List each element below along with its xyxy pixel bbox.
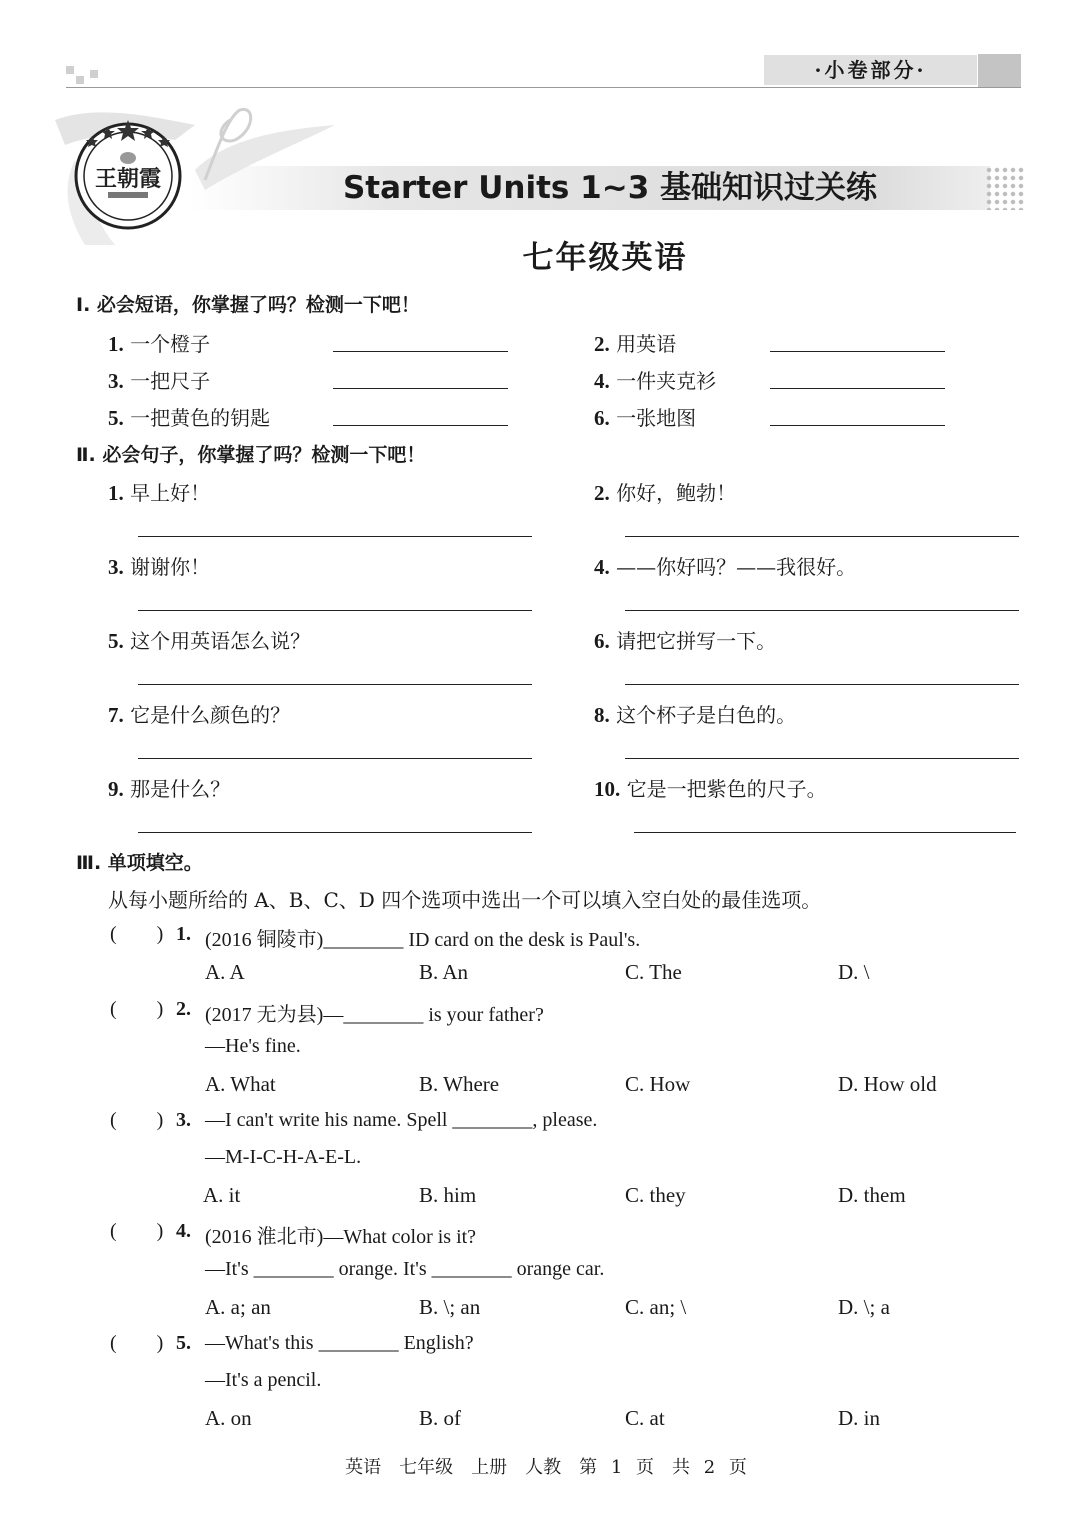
option-c[interactable]: C. an; \ (625, 1295, 687, 1319)
option-d[interactable]: D. \ (838, 960, 870, 984)
sentence-item-8: 8. 这个杯子是白色的。 (594, 703, 797, 727)
option-d[interactable]: D. them (838, 1183, 906, 1207)
part1-heading: Ⅰ. 必会短语，你掌握了吗？检测一下吧！ (76, 294, 420, 316)
logo-text: 王朝霞 (94, 166, 162, 192)
phrase-item-2: 2. 用英语 (594, 332, 677, 356)
answer-line[interactable] (138, 684, 532, 685)
answer-line[interactable] (625, 536, 1019, 537)
answer-line[interactable] (625, 610, 1019, 611)
answer-paren[interactable]: ( ) (110, 1332, 164, 1354)
question-stem: (2016 淮北市)—What color is it? (205, 1226, 477, 1248)
option-d[interactable]: D. \; a (838, 1295, 890, 1319)
phrase-item-6: 6. 一张地图 (594, 406, 697, 430)
question-number: 5. (176, 1332, 191, 1354)
option-a[interactable]: A. a; an (205, 1295, 271, 1319)
question-number: 1. (176, 923, 191, 945)
phrase-item-5: 5. 一把黄色的钥匙 (108, 406, 271, 430)
answer-line[interactable] (138, 536, 532, 537)
question-number: 4. (176, 1220, 191, 1242)
sentence-item-7: 7. 它是什么颜色的？ (108, 703, 291, 727)
question-number: 3. (176, 1109, 191, 1131)
option-b[interactable]: B. of (419, 1406, 461, 1430)
answer-paren[interactable]: ( ) (110, 998, 164, 1020)
answer-line[interactable] (138, 758, 532, 759)
question-line: —It's ________ orange. It's ________ orange car. (205, 1258, 605, 1280)
sentence-item-1: 1. 早上好！ (108, 481, 211, 505)
page-footer: 英语 七年级 上册 人教 第 1 页 共 2 页 (345, 1457, 747, 1478)
part3-instruction: 从每小题所给的 A、B、C、D 四个选项中选出一个可以填入空白处的最佳选项。 (108, 888, 822, 912)
question-stem: (2016 铜陵市)________ ID card on the desk is Paul's. (205, 929, 641, 951)
sentence-item-2: 2. 你好，鲍勃！ (594, 481, 737, 505)
option-b[interactable]: B. him (419, 1183, 477, 1207)
answer-line[interactable] (770, 425, 945, 426)
question-line: —He's fine. (205, 1035, 301, 1057)
answer-line[interactable] (138, 610, 532, 611)
phrase-item-4: 4. 一件夹克衫 (594, 369, 717, 393)
question-stem: —I can't write his name. Spell ________, please. (205, 1109, 598, 1131)
question-line: —It's a pencil. (205, 1369, 322, 1391)
question-stem: —What's this ________ English? (205, 1332, 474, 1354)
option-a[interactable]: A. A (205, 960, 245, 984)
section-tag-block (978, 54, 1021, 87)
question-stem: (2017 无为县)—________ is your father? (205, 1004, 544, 1026)
part2-heading: Ⅱ. 必会句子，你掌握了吗？检测一下吧！ (76, 444, 426, 466)
question-number: 2. (176, 998, 191, 1020)
option-c[interactable]: C. they (625, 1183, 686, 1207)
question-line: —M-I-C-H-A-E-L. (205, 1146, 362, 1168)
answer-line[interactable] (138, 832, 532, 833)
option-b[interactable]: B. Where (419, 1072, 500, 1096)
answer-line[interactable] (625, 758, 1019, 759)
corner-square-decoration (76, 76, 84, 84)
answer-paren[interactable]: ( ) (110, 923, 164, 945)
answer-line[interactable] (770, 388, 945, 389)
sentence-item-5: 5. 这个用英语怎么说？ (108, 629, 311, 653)
answer-line[interactable] (333, 425, 508, 426)
option-a[interactable]: A. on (205, 1406, 252, 1430)
section-tag: ·小卷部分· (764, 55, 977, 85)
answer-line[interactable] (634, 832, 1016, 833)
phrase-item-3: 3. 一把尺子 (108, 369, 211, 393)
sentence-item-4: 4. ——你好吗？——我很好。 (594, 555, 857, 579)
option-c[interactable]: C. at (625, 1406, 665, 1430)
answer-line[interactable] (625, 684, 1019, 685)
sentence-item-3: 3. 谢谢你！ (108, 555, 211, 579)
option-a[interactable]: A. it (203, 1183, 241, 1207)
page-title: Starter Units 1~3 基础知识过关练 (342, 170, 878, 206)
answer-line[interactable] (333, 388, 508, 389)
option-d[interactable]: D. How old (838, 1072, 937, 1096)
sentence-item-10: 10. 它是一把紫色的尺子。 (594, 777, 827, 801)
option-b[interactable]: B. \; an (419, 1295, 481, 1319)
corner-square-decoration (66, 66, 74, 74)
title-band-dots (985, 166, 1025, 210)
option-a[interactable]: A. What (205, 1072, 276, 1096)
corner-square-decoration (90, 70, 98, 78)
page-subtitle: 七年级英语 (522, 240, 688, 276)
answer-line[interactable] (770, 351, 945, 352)
option-c[interactable]: C. How (625, 1072, 691, 1096)
sentence-item-6: 6. 请把它拼写一下。 (594, 629, 777, 653)
sentence-item-9: 9. 那是什么？ (108, 777, 231, 801)
logo-emblem (72, 118, 184, 230)
header-rule (66, 87, 1021, 88)
phrase-item-1: 1. 一个橙子 (108, 332, 211, 356)
answer-line[interactable] (333, 351, 508, 352)
option-b[interactable]: B. An (419, 960, 469, 984)
answer-paren[interactable]: ( ) (110, 1109, 164, 1131)
answer-paren[interactable]: ( ) (110, 1220, 164, 1242)
option-d[interactable]: D. in (838, 1406, 880, 1430)
option-c[interactable]: C. The (625, 960, 682, 984)
part3-heading: Ⅲ. 单项填空。 (76, 852, 203, 874)
